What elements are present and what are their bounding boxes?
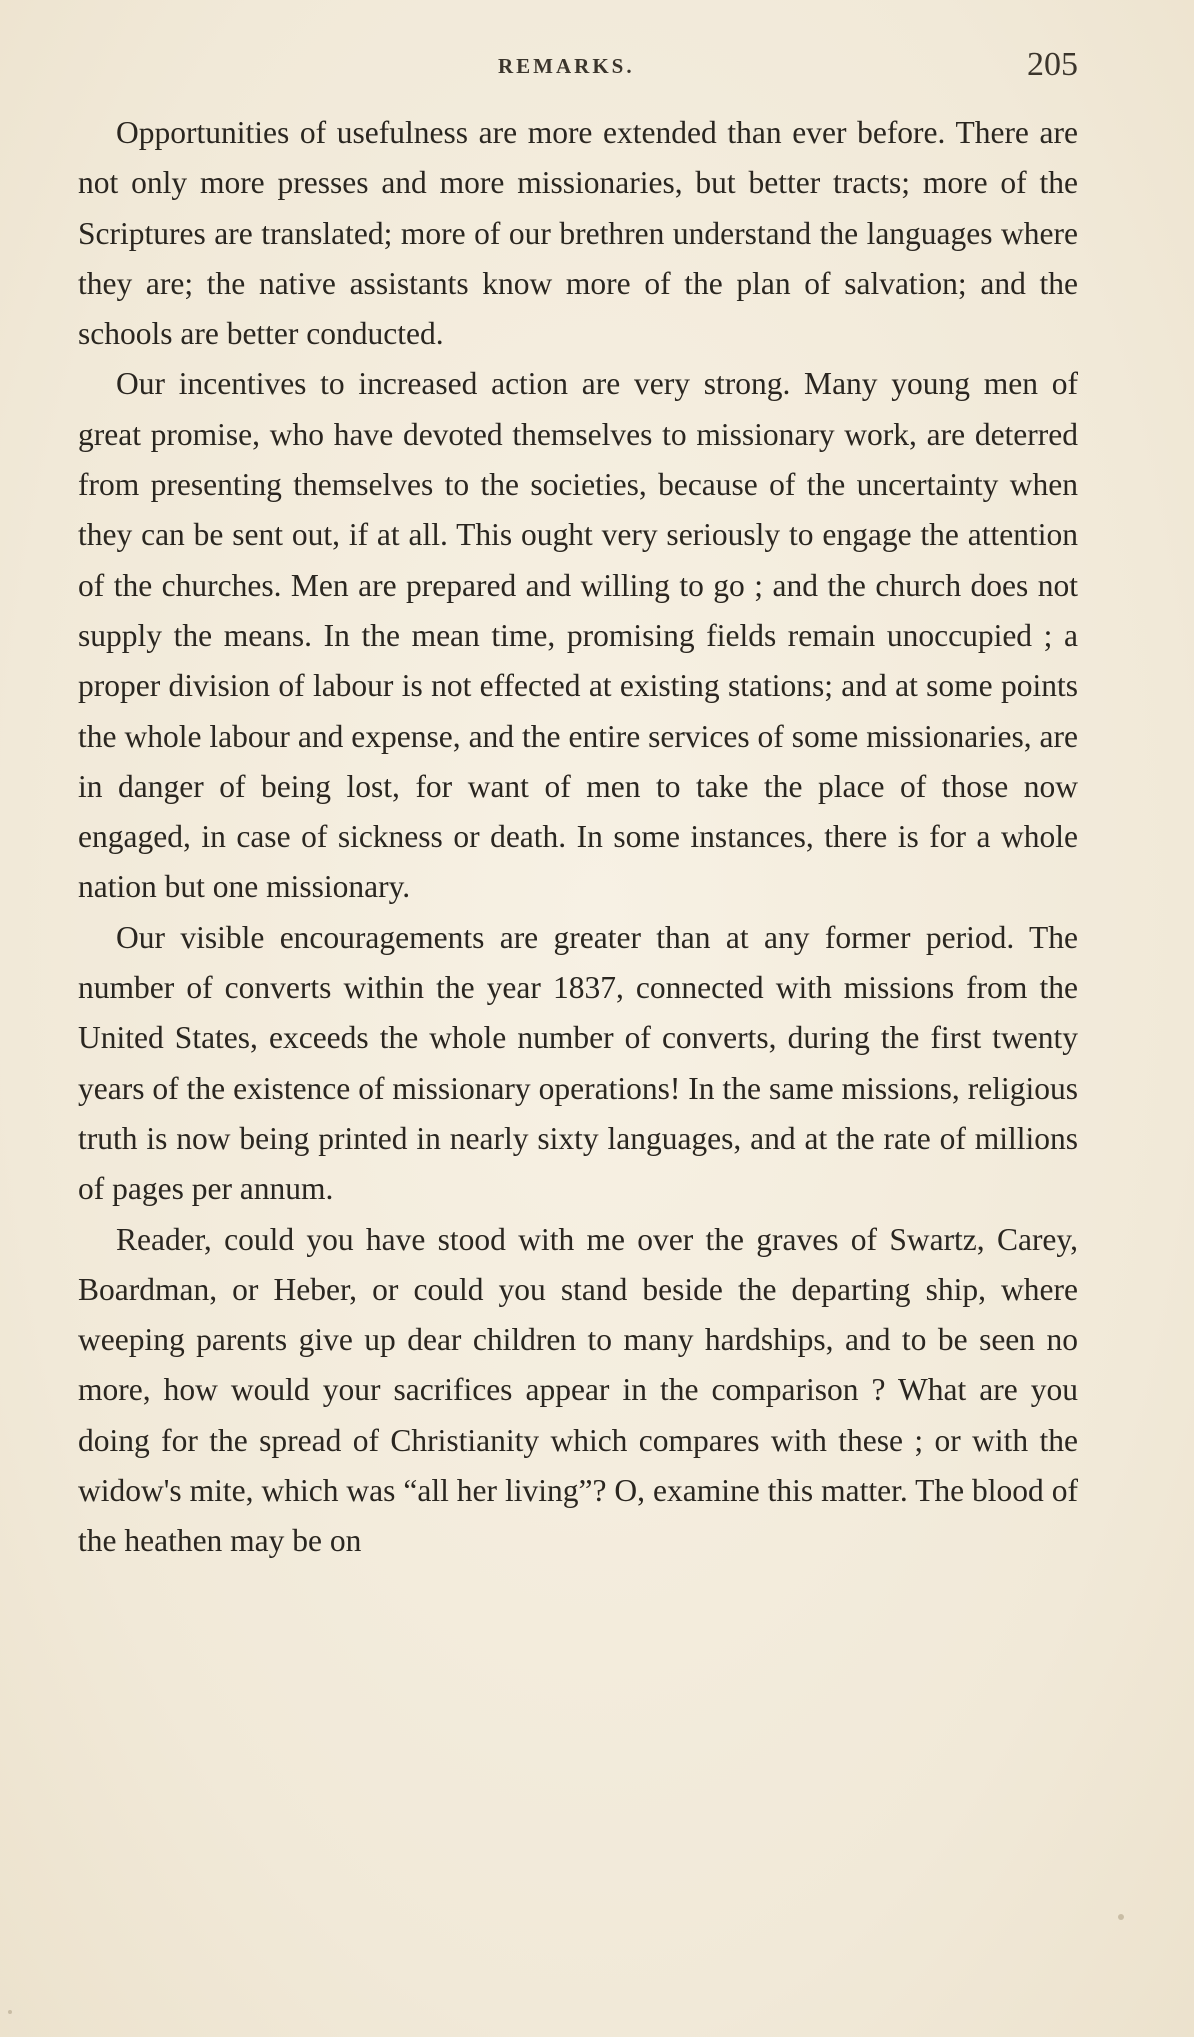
running-head-title: REMARKS.: [498, 54, 635, 78]
paragraph-incentives: Our incentives to increased action are very strong. Many young men of great promise, who have devoted themselves to missionary work, are deterred from presenting themselves to the societies, because of the uncertainty when they can be sent out, if at all. This ought very seriously to engage the attention of the churches. Men are prepared and willing to go ; and the church does not supply the means. In the mean time, promising fields remain unoccupied ; a proper division of labour is not effected at existing stations; and at some points the whole labour and expense, and the entire services of some missionaries, are in danger of being lost, for want of men to take the place of those now engaged, in case of sickness or death. In some instances, there is for a whole nation but one missionary.: [78, 366, 1078, 905]
body-text: [78, 108, 1078, 1567]
paper-speck: [8, 2010, 12, 2014]
page-number: 205: [1027, 46, 1078, 83]
paragraph-opportunities: Opportunities of usefulness are more extended than ever before. There are not only more presses and more missionaries, but better tracts; more of the Scriptures are translated; more of our brethren understand the languages where they are; the native assistants know more of the plan of salvation; and the schools are better conducted.: [78, 115, 1078, 352]
paper-speck: [1118, 1914, 1124, 1920]
running-head: [78, 40, 1078, 100]
paragraph-encouragements: Our visible encouragements are greater than at any former period. The number of converts within the year 1837, connected with missions from the United States, exceeds the whole number of converts, during the first twenty years of the existence of missionary operations! In the same missions, religious truth is now being printed in nearly sixty languages, and at the rate of millions of pages per annum.: [78, 919, 1078, 1207]
paragraph-reader-appeal: Reader, could you have stood with me over the graves of Swartz, Carey, Boardman, or Heber, or could you stand beside the departing ship, where weeping parents give up dear children to many hardships, and to be seen no more, how would your sacrifices appear in the comparison ? What are you doing for the spread of Christianity which compares with these ; or with the widow's mite, which was “all her living”? O, examine this matter. The blood of the heathen may be on: [78, 1221, 1078, 1559]
book-page: [78, 40, 1078, 2000]
